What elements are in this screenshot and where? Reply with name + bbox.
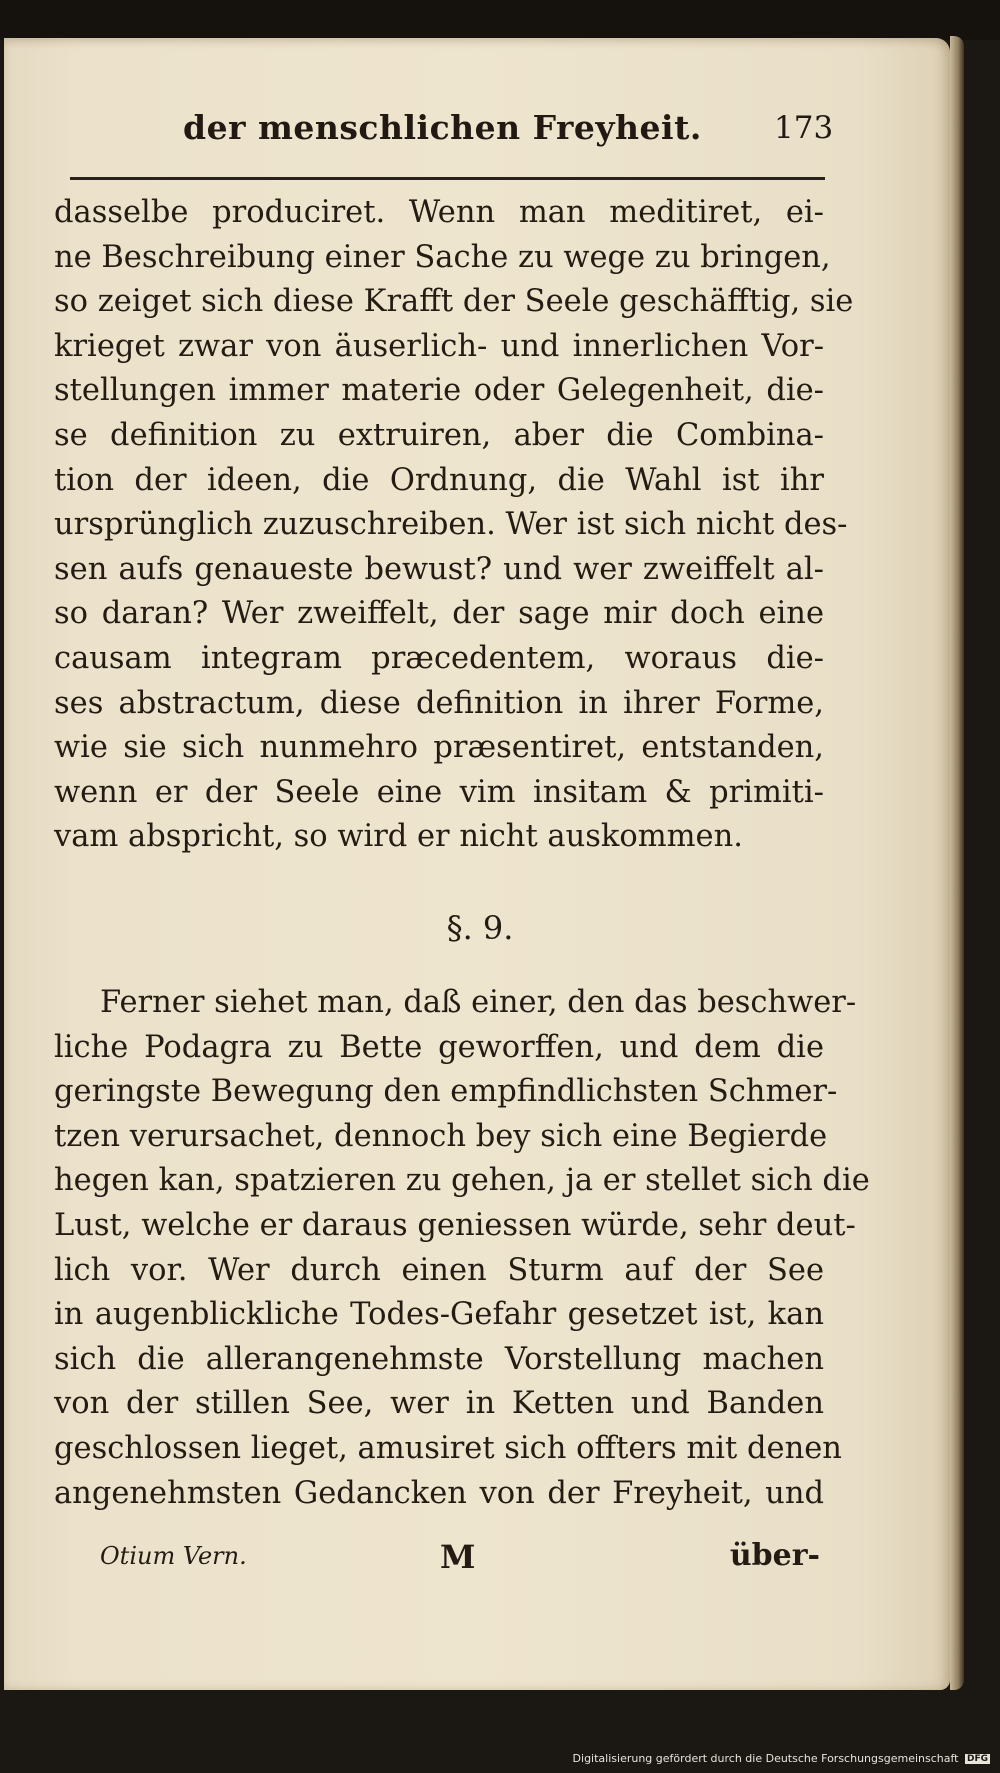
text-line: dasselbe produciret. Wenn man meditiret, ei- bbox=[54, 195, 824, 230]
dfg-logo: DFG bbox=[966, 1754, 988, 1764]
page-number: 173 bbox=[774, 110, 834, 146]
running-head bbox=[70, 108, 840, 158]
page-footer bbox=[100, 1538, 820, 1578]
signature-mark: M bbox=[440, 1538, 476, 1576]
text-line: hegen kan, spatzieren zu gehen, ja er stellet sich die bbox=[54, 1163, 870, 1199]
text-line: sich die allerangenehmste Vorstellung machen bbox=[54, 1341, 824, 1377]
text-line: geschlossen lieget, amusiret sich offters mit denen bbox=[54, 1430, 842, 1466]
page-edge bbox=[950, 36, 964, 1690]
text-line: lich vor. Wer durch einen Sturm auf der See bbox=[54, 1252, 824, 1288]
text-line: causam integram præcedentem, woraus die- bbox=[54, 640, 824, 676]
text-line: ursprünglich zuzuschreiben. Wer ist sich nicht des- bbox=[54, 507, 848, 543]
text-line: von der stillen See, wer in Ketten und Banden bbox=[54, 1386, 824, 1422]
scan-background-top bbox=[0, 0, 1000, 40]
text-line: krieget zwar von äuserlich- und innerlichen Vor- bbox=[54, 328, 824, 364]
paragraph-1 bbox=[54, 191, 854, 860]
header-rule bbox=[70, 177, 825, 180]
text-line: ne Beschreibung einer Sache zu wege zu bringen, bbox=[54, 239, 831, 275]
text-line: wie sie sich nunmehro præsentiret, entstanden, bbox=[54, 730, 824, 766]
text-line: in augenblickliche Todes-Gefahr gesetzet ist, kan bbox=[54, 1297, 824, 1333]
section-number: §. 9. bbox=[446, 909, 514, 947]
text-line: tzen verursachet, dennoch bey sich eine Begierde bbox=[54, 1118, 828, 1154]
signature-line: Otium Vern. bbox=[100, 1542, 247, 1570]
text-line: sen aufs genaueste bewust? und wer zweiffelt al- bbox=[54, 551, 824, 587]
text-line: geringste Bewegung den empfindlichsten Schmer- bbox=[54, 1074, 838, 1110]
paragraph-2 bbox=[54, 981, 870, 1516]
text-line: so daran? Wer zweiffelt, der sage mir doch eine bbox=[54, 596, 824, 632]
text-line: stellungen immer materie oder Gelegenheit, die- bbox=[54, 373, 824, 409]
text-line: Lust, welche er daraus geniessen würde, sehr deut- bbox=[54, 1207, 856, 1243]
text-line: wenn er der Seele eine vim insitam & primiti- bbox=[54, 774, 824, 810]
digitization-credit bbox=[573, 1752, 990, 1765]
text-line: se definition zu extruiren, aber die Combina- bbox=[54, 417, 824, 453]
text-line: angenehmsten Gedancken von der Freyheit, und bbox=[54, 1475, 824, 1511]
text-line: ses abstractum, diese definition in ihrer Forme, bbox=[54, 685, 824, 721]
text-line: liche Podagra zu Bette geworffen, und dem die bbox=[54, 1029, 824, 1065]
catchword: über- bbox=[729, 1538, 820, 1573]
running-title: der menschlichen Freyheit. bbox=[183, 108, 702, 147]
section-heading bbox=[0, 909, 1000, 947]
text-line-last: vam abspricht, so wird er nicht auskommen. bbox=[54, 819, 743, 855]
text-line-first: Ferner siehet man, daß einer, den das beschwer- bbox=[100, 985, 857, 1020]
text-line: tion der ideen, die Ordnung, die Wahl ist ihr bbox=[54, 462, 824, 498]
text-line: so zeiget sich diese Krafft der Seele geschäfftig, sie bbox=[54, 284, 854, 320]
credit-text: Digitalisierung gefördert durch die Deutsche Forschungsgemeinschaft bbox=[572, 1752, 959, 1765]
